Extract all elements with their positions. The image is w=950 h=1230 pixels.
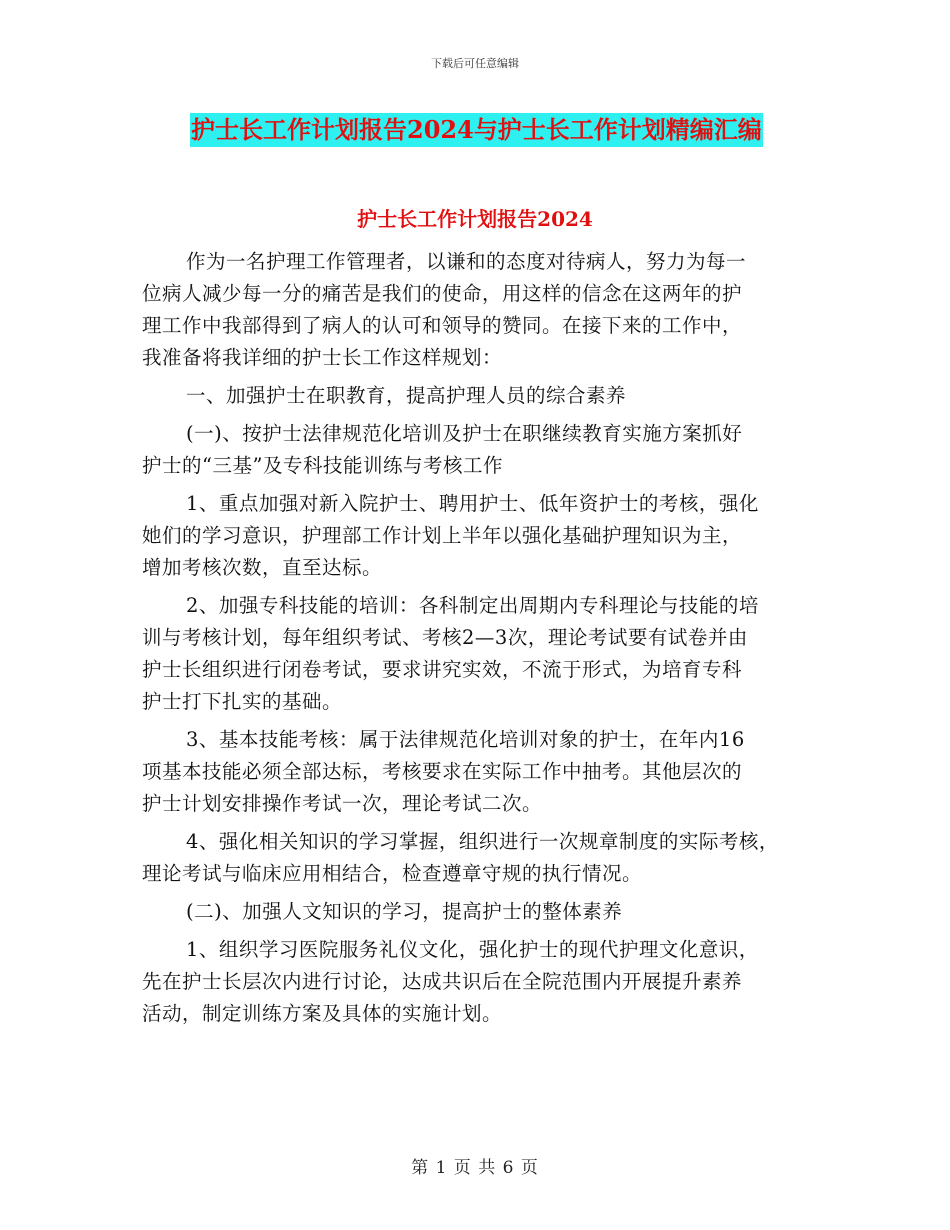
text-line: 护士的“三基”及专科技能训练与考核工作 [142, 454, 503, 477]
text-line: 一、加强护士在职教育，提高护理人员的综合素养 [186, 384, 627, 407]
text-line: 项基本技能必须全部达标，考核要求在实际工作中抽考。其他层次的 [142, 760, 743, 783]
text-line: 她们的学习意识，护理部工作计划上半年以强化基础护理知识为主， [142, 524, 743, 547]
paragraph [142, 380, 832, 412]
text-line: 理论考试与临床应用相结合，检查遵章守规的执行情况。 [142, 862, 643, 885]
text-line: 训与考核计划，每年组织考试、考核2—3次，理论考试要有试卷并由 [142, 626, 748, 649]
text-line: 增加考核次数，直至达标。 [142, 556, 383, 579]
paragraph [142, 488, 832, 584]
text-line: (二)、加强人文知识的学习，提高护士的整体素养 [186, 900, 623, 923]
document-title: 护士长工作计划报告2024与护士长工作计划精编汇编 [190, 113, 763, 147]
text-line: 护士长组织进行闭卷考试，要求讲究实效，不流于形式，为培育专科 [142, 658, 743, 681]
text-line: 1、重点加强对新入院护士、聘用护士、低年资护士的考核，强化 [186, 492, 759, 515]
header-note: 下载后可任意编辑 [431, 57, 519, 70]
text-line: 护士打下扎实的基础。 [142, 690, 343, 713]
text-line: (一)、按护士法律规范化培训及护士在职继续教育实施方案抓好 [186, 422, 743, 445]
paragraph [142, 724, 832, 820]
text-line: 理工作中我部得到了病人的认可和领导的赞同。在接下来的工作中， [142, 314, 743, 337]
document-body [142, 246, 832, 1036]
text-line: 3、基本技能考核：属于法律规范化培训对象的护士，在年内16 [186, 728, 745, 751]
text-line: 先在护士长层次内进行讨论，达成共识后在全院范围内开展提升素养 [142, 970, 743, 993]
text-line: 护士计划安排操作考试一次，理论考试二次。 [142, 792, 543, 815]
text-line: 1、组织学习医院服务礼仪文化，强化护士的现代护理文化意识， [186, 938, 759, 961]
text-line: 4、强化相关知识的学习掌握，组织进行一次规章制度的实际考核， [186, 830, 779, 853]
page-number-footer: 第 1 页 共 6 页 [411, 1158, 539, 1178]
text-line: 位病人减少每一分的痛苦是我们的使命，用这样的信念在这两年的护 [142, 282, 743, 305]
paragraph [142, 934, 832, 1030]
text-line: 活动，制定训练方案及具体的实施计划。 [142, 1002, 503, 1025]
paragraph [142, 826, 832, 890]
paragraph [142, 246, 832, 374]
text-line: 作为一名护理工作管理者，以谦和的态度对待病人，努力为每一 [186, 250, 747, 273]
paragraph [142, 418, 832, 482]
paragraph [142, 896, 832, 928]
text-line: 2、加强专科技能的培训：各科制定出周期内专科理论与技能的培 [186, 594, 759, 617]
text-line: 我准备将我详细的护士长工作这样规划： [142, 346, 503, 369]
paragraph [142, 590, 832, 718]
section-title: 护士长工作计划报告2024 [357, 207, 593, 231]
